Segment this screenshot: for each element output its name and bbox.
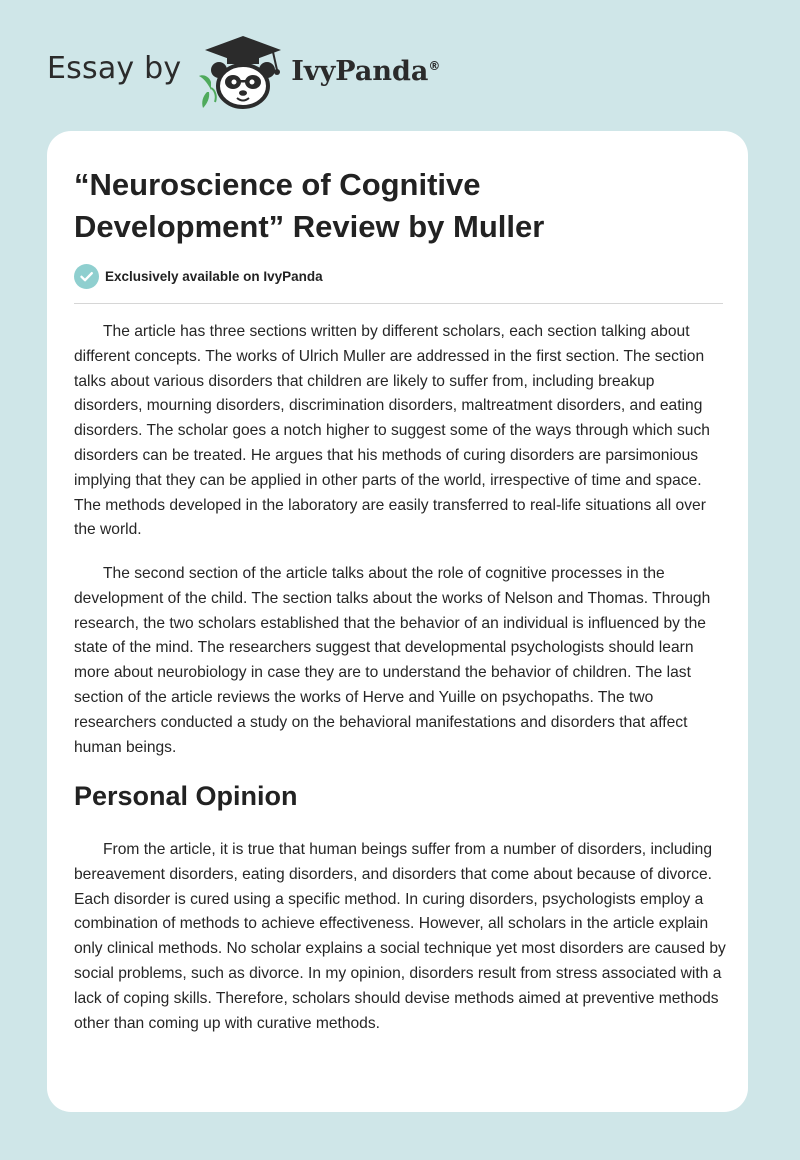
opinion-paragraph: From the article, it is true that human beings suffer from a number of disorders, including bereavement disorders, eating disorders, and disorders that come about because of divorce. Each disorder is cured using a specific method. In curing disorders, psychologists employ a combination of methods to achieve effectiveness. However, all scholars in the article explain only clinical methods. No scholar explains a social technique yet most disorders are caused by social problems, such as divorce. In my opinion, disorders result from stress associated with a lack of coping skills. Therefore, scholars should devise methods aimed at preventive methods other than coming up with curative methods. bbox=[74, 841, 726, 1032]
essay-by-label: Essay by bbox=[47, 50, 182, 86]
body-paragraph: The article has three sections written by different scholars, each section talking about different concepts. The works of Ulrich Muller are addressed in the first section. The section talks about various disorders that children are likely to suffer from, including breakup disorders, mourning disorders, discrimination disorders, maltreatment disorders, and eating disorders. The scholar goes a notch higher to suggest some of the ways through which such disorders can be treated. He argues that his methods of curing disorders are parsimonious implying that they can be applied in other parts of the world, irrespective of time and space. The methods developed in the laboratory are easily transferred to real-life situations all over the world. bbox=[74, 323, 710, 539]
body-paragraph: The second section of the article talks about the role of cognitive processes in the development of the child. The section talks about the works of Nelson and Thomas. Through research, the two scholars established that the behavior of an individual is influenced by the state of the mind. The researchers suggest that developmental psychologists should learn more about neurobiology in case they are to understand the behavior of children. The last section of the article reviews the works of Herve and Yuille on psychopaths. The two researchers conducted a study on the behavioral manifestations and disorders that affect human beings. bbox=[74, 565, 711, 756]
check-circle-icon bbox=[74, 264, 99, 289]
registered-mark: ® bbox=[428, 58, 441, 73]
article-card bbox=[47, 131, 748, 1112]
brand-wordmark: IvyPanda bbox=[291, 55, 429, 87]
title-divider bbox=[74, 303, 723, 304]
exclusive-badge bbox=[74, 264, 323, 289]
brand-name[interactable] bbox=[291, 56, 440, 87]
site-header bbox=[47, 30, 440, 110]
section-heading-personal-opinion: Personal Opinion bbox=[74, 781, 298, 811]
panda-graduate-icon[interactable] bbox=[197, 30, 289, 110]
article-title: “Neuroscience of Cognitive Development” Review by Muller bbox=[74, 167, 545, 244]
exclusive-badge-text: Exclusively available on IvyPanda bbox=[105, 269, 323, 284]
